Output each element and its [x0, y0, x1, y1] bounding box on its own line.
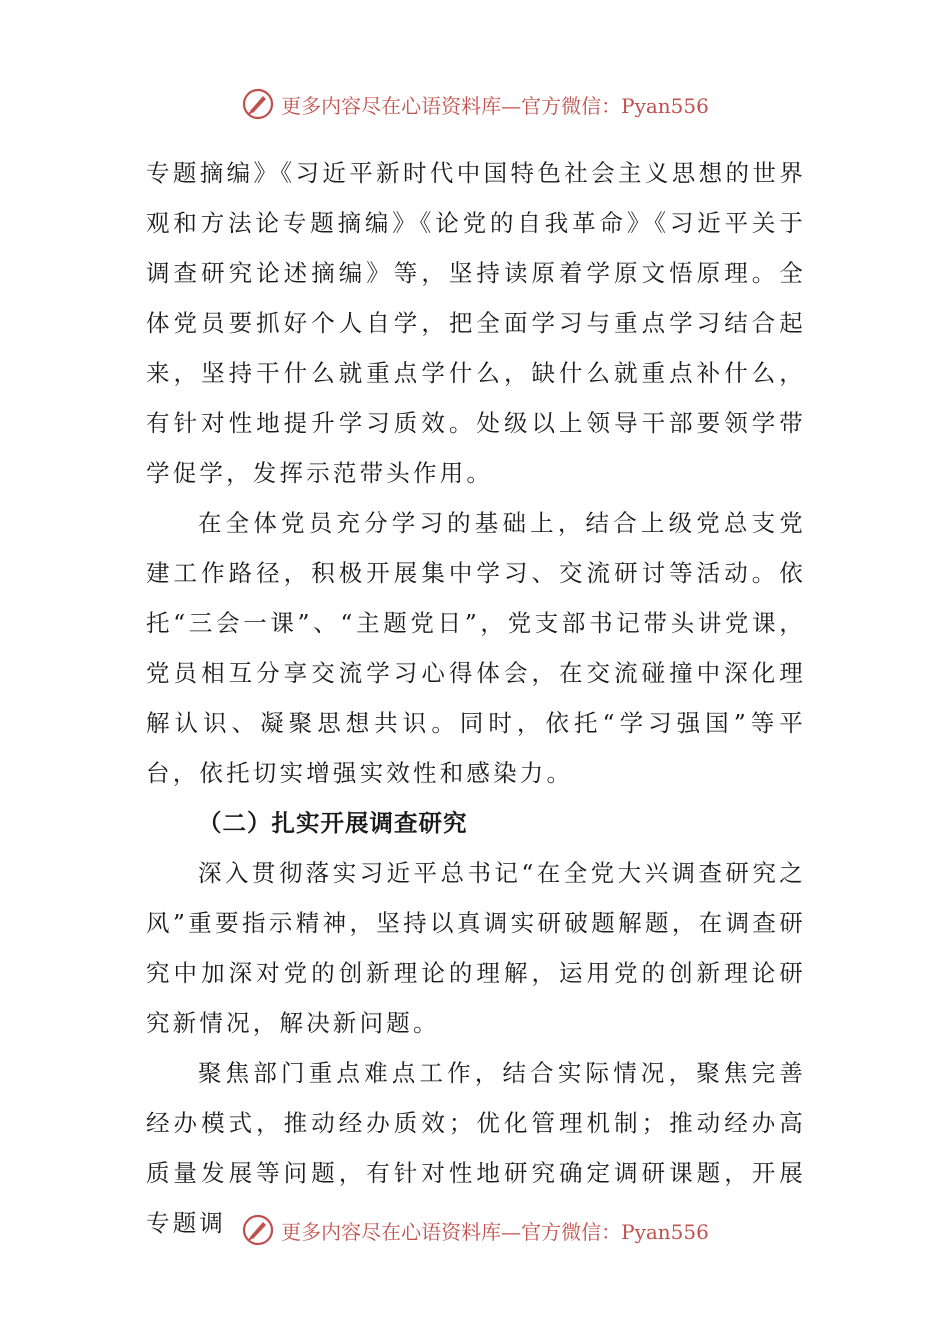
section-heading: （二）扎实开展调查研究	[198, 809, 468, 837]
watermark-footer	[0, 1210, 950, 1250]
watermark-text: 更多内容尽在心语资料库—官方微信：Pyan556	[281, 93, 709, 118]
watermark-text: 更多内容尽在心语资料库—官方微信：Pyan556	[281, 1219, 709, 1244]
paragraph: 聚焦部门重点难点工作，结合实际情况，聚焦完善经办模式，推动经办质效；优化管理机制；推动经办高质量发展等问题，有针对性地研究确定调研课题，开展专题调	[146, 1059, 806, 1237]
pen-seal-icon	[241, 87, 275, 121]
watermark-header	[0, 84, 950, 124]
pen-seal-icon	[241, 1213, 275, 1247]
paragraph: 深入贯彻落实习近平总书记“在全党大兴调查研究之风”重要指示精神，坚持以真调实研破题解题，在调查研究中加深对党的创新理论的理解，运用党的创新理论研究新情况，解决新问题。	[146, 859, 806, 1037]
document-body	[146, 148, 806, 1248]
paragraph: 在全体党员充分学习的基础上，结合上级党总支党建工作路径，积极开展集中学习、交流研讨等活动。依托“三会一课”、“主题党日”，党支部书记带头讲党课，党员相互分享交流学习心得体会，在交流碰撞中深化理解认识、凝聚思想共识。同时，依托“学习强国”等平台，依托切实增强实效性和感染力。	[146, 509, 806, 787]
paragraph: 专题摘编》《习近平新时代中国特色社会主义思想的世界观和方法论专题摘编》《论党的自我革命》《习近平关于调查研究论述摘编》等，坚持读原着学原文悟原理。全体党员要抓好个人自学，把全面学习与重点学习结合起来，坚持干什么就重点学什么，缺什么就重点补什么，有针对性地提升学习质效。处级以上领导干部要领学带学促学，发挥示范带头作用。	[146, 159, 806, 487]
